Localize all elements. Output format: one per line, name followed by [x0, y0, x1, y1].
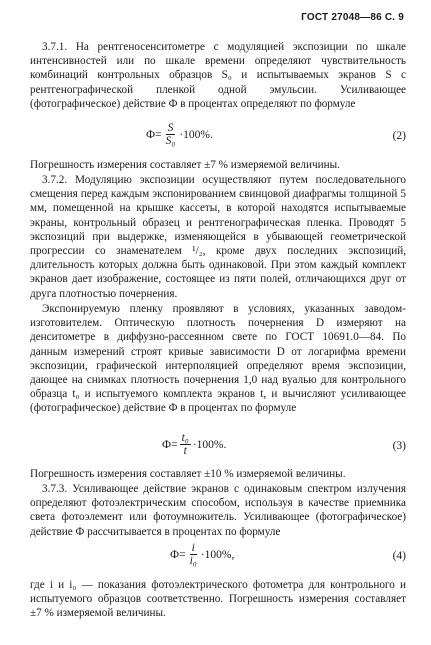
formula-lhs: Ф=	[162, 438, 178, 451]
denominator: i₀	[189, 555, 197, 567]
processing-paragraph	[30, 302, 406, 416]
formula-lhs: Ф=	[146, 128, 162, 141]
formula-rhs: ·100%.	[192, 438, 227, 451]
denominator: t	[183, 445, 187, 457]
numerator: S	[167, 122, 174, 134]
paragraph: Экспонируемую пленку проявляют в условиях, указанных заводом-изготовителем. Оптическую плотность почернения D измеряют на денситометре в диффузно-рассеянном свете по ГОСТ 10691.0—84. По данным измерений строят кривые зависимости D от логарифма времени экспозиции, графической интерполяцией определяют время экспозиции, дающее на снимках плотность почернения 1,0 над вуалью для контрольного образца t₀ и испытуемого комплекта экранов t, и вычисляют усиливающее (фотографическое) действие Ф в процентах по формуле	[30, 303, 406, 415]
definitions-paragraph	[30, 578, 406, 621]
paragraph: 3.7.2. Модуляцию экспозиции осуществляют путем последовательного смещения перед каждым экспонированием свинцовой диафрагмы толщиной 5 мм, помещенной на крышке кассеты, в которой находятся испытываемые экраны, контрольный образец и рентгенографическая пленка. Проводят 5 экспозиций при выдержке, изменяющейся в убывающей геометрической прогрессии со знаменателем ¹/₂, кроме двух последних экспозиций, длительность которых должна быть одинаковой. При этом каждый комплект экранов дает изображение, состоящее из пяти полей, отличающихся друг от друга плотностью почернения.	[30, 174, 406, 300]
numerator: i	[191, 542, 195, 554]
page-header: ГОСТ 27048—86 С. 9	[301, 12, 404, 23]
formula-lhs: Ф=	[170, 548, 186, 561]
formula-rhs: ·100%.	[179, 128, 213, 141]
formula-2	[30, 122, 406, 152]
section-3-7-1	[30, 40, 406, 111]
formula-fraction	[188, 542, 199, 567]
paragraph: где i и i₀ — показания фотоэлектрического фотометра для контрольного и испытуемого образцов соответственно. Погрешность измерения составляет ±7 % измеряемой величины.	[30, 579, 406, 620]
paragraph: 3.7.1. На рентгеносенситометре с модуляцией экспозиции по шкале интенсивностей или по шкале времени определяют чувствительность комбинаций контрольных образцов S₀ и испытываемых экранов S с рентгенографической пленкой одной эмульсии. Усиливающее (фотографическое) действие Ф в процентах определяют по формуле	[30, 41, 406, 110]
section-3-7-2	[30, 173, 406, 301]
formula-number: (2)	[392, 130, 406, 142]
denominator: S₀	[165, 135, 176, 147]
section-3-7-3	[30, 482, 406, 539]
formula-fraction	[164, 122, 178, 147]
paragraph: Погрешность измерения составляет ±7 % измеряемой величины.	[30, 159, 340, 171]
formula-3	[30, 432, 406, 462]
accuracy-note-1	[30, 158, 406, 172]
paragraph: Погрешность измерения составляет ±10 % измеряемой величины.	[30, 468, 346, 480]
formula-rhs: ·100%,	[200, 548, 235, 561]
formula-fraction	[180, 432, 191, 457]
paragraph: 3.7.3. Усиливающее действие экранов с одинаковым спектром излучения определяют фотоэлектрическим способом, используя в качестве приемника света фотоэлемент или фотоумножитель. Усиливающее (фотографическое) действие Ф рассчитывается в процентах по формуле	[30, 483, 406, 538]
accuracy-note-2	[30, 467, 406, 481]
numerator: t₀	[181, 432, 189, 444]
formula-4	[30, 542, 406, 572]
formula-number: (3)	[392, 440, 406, 452]
formula-number: (4)	[392, 550, 406, 562]
